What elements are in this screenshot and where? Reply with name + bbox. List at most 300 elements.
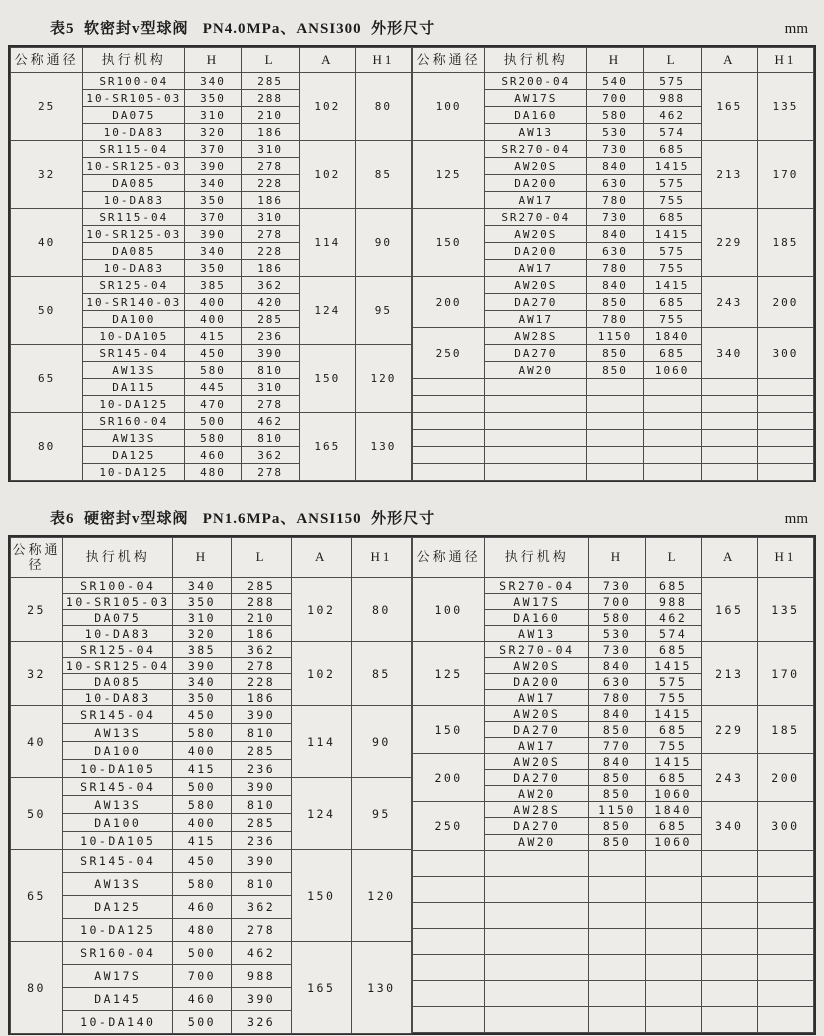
- h-cell: 460: [173, 988, 231, 1011]
- table6-right-half: [412, 537, 814, 1033]
- actuator-cell: AW13S: [63, 796, 173, 814]
- h-cell: 310: [173, 610, 231, 626]
- h1-cell: 85: [355, 141, 411, 209]
- col-header-h: H: [173, 538, 231, 578]
- table5-title: 表5 软密封v型球阀 PN4.0MPa、ANSI300 外形尺寸: [50, 21, 436, 37]
- l-cell: 310: [241, 209, 299, 226]
- dn-cell: 65: [11, 850, 63, 942]
- h1-cell: 120: [351, 850, 411, 942]
- empty-cell: [587, 379, 643, 396]
- actuator-cell: 10-DA83: [63, 690, 173, 706]
- actuator-cell: 10-DA125: [63, 919, 173, 942]
- h1-cell: 80: [351, 578, 411, 642]
- actuator-cell: SR125-04: [63, 642, 173, 658]
- l-cell: 1415: [643, 277, 701, 294]
- h-cell: 780: [587, 311, 643, 328]
- h1-cell: 120: [355, 345, 411, 413]
- header-row: [11, 538, 412, 578]
- empty-row: [413, 430, 814, 447]
- h1-cell: 80: [355, 73, 411, 141]
- h1-cell: 135: [757, 578, 813, 642]
- dn-cell: 25: [11, 578, 63, 642]
- h-cell: 340: [185, 73, 241, 90]
- empty-cell: [589, 850, 645, 876]
- h-cell: 400: [173, 742, 231, 760]
- h-cell: 780: [587, 192, 643, 209]
- l-cell: 685: [645, 818, 701, 834]
- l-cell: 228: [231, 674, 291, 690]
- empty-cell: [757, 850, 813, 876]
- actuator-cell: AW17S: [63, 965, 173, 988]
- h-cell: 390: [173, 658, 231, 674]
- h1-cell: 185: [757, 706, 813, 754]
- l-cell: 362: [231, 642, 291, 658]
- h-cell: 340: [173, 578, 231, 594]
- h-cell: 1150: [587, 328, 643, 345]
- dimensions-table-6-right: [412, 537, 814, 1033]
- h-cell: 580: [587, 107, 643, 124]
- l-cell: 1415: [645, 754, 701, 770]
- actuator-cell: DA100: [83, 311, 185, 328]
- l-cell: 310: [241, 379, 299, 396]
- col-header-dn: 公称通径: [413, 48, 485, 73]
- actuator-cell: DA145: [63, 988, 173, 1011]
- h1-cell: 130: [351, 942, 411, 1034]
- h-cell: 840: [587, 158, 643, 175]
- actuator-cell: SR145-04: [63, 706, 173, 724]
- empty-cell: [757, 413, 813, 430]
- h-cell: 580: [589, 610, 645, 626]
- table-row: [11, 345, 412, 362]
- h1-cell: 200: [757, 754, 813, 802]
- col-header-h: H: [587, 48, 643, 73]
- empty-row: [413, 876, 814, 902]
- actuator-cell: AW28S: [485, 802, 589, 818]
- empty-row: [413, 902, 814, 928]
- actuator-cell: SR115-04: [83, 141, 185, 158]
- l-cell: 278: [231, 919, 291, 942]
- l-cell: 278: [241, 158, 299, 175]
- empty-cell: [589, 1006, 645, 1032]
- actuator-cell: AW28S: [485, 328, 587, 345]
- empty-cell: [701, 413, 757, 430]
- table5-unit-label: mm: [784, 21, 808, 37]
- col-header-a: A: [299, 48, 355, 73]
- a-cell: 213: [701, 141, 757, 209]
- l-cell: 1840: [643, 328, 701, 345]
- actuator-cell: AW17: [485, 738, 589, 754]
- empty-cell: [645, 850, 701, 876]
- h1-cell: 170: [757, 642, 813, 706]
- dimensions-table-5-left: [10, 47, 412, 481]
- h-cell: 770: [589, 738, 645, 754]
- empty-cell: [757, 464, 813, 481]
- empty-cell: [701, 396, 757, 413]
- table-row: [413, 73, 814, 90]
- a-cell: 102: [291, 578, 351, 642]
- col-header-a: A: [701, 538, 757, 578]
- empty-cell: [701, 928, 757, 954]
- empty-row: [413, 413, 814, 430]
- actuator-cell: 10-DA83: [83, 124, 185, 141]
- col-header-h1: H1: [351, 538, 411, 578]
- table5: [8, 45, 816, 482]
- h-cell: 500: [173, 1011, 231, 1034]
- a-cell: 229: [701, 209, 757, 277]
- dn-cell: 200: [413, 754, 485, 802]
- h-cell: 310: [185, 107, 241, 124]
- h-cell: 850: [589, 834, 645, 850]
- actuator-cell: AW17: [485, 690, 589, 706]
- actuator-cell: DA125: [83, 447, 185, 464]
- actuator-cell: AW20: [485, 362, 587, 379]
- l-cell: 186: [241, 260, 299, 277]
- actuator-cell: 10-DA105: [83, 328, 185, 345]
- empty-cell: [413, 902, 485, 928]
- h-cell: 630: [587, 175, 643, 192]
- empty-cell: [589, 876, 645, 902]
- col-header-h: H: [185, 48, 241, 73]
- actuator-cell: 10-SR125-03: [83, 158, 185, 175]
- col-header-actuator: 执行机构: [485, 48, 587, 73]
- dn-cell: 250: [413, 328, 485, 379]
- actuator-cell: DA270: [485, 722, 589, 738]
- h-cell: 390: [185, 226, 241, 243]
- h-cell: 540: [587, 73, 643, 90]
- actuator-cell: DA270: [485, 294, 587, 311]
- actuator-cell: DA160: [485, 107, 587, 124]
- l-cell: 362: [231, 896, 291, 919]
- l-cell: 186: [231, 626, 291, 642]
- dn-cell: 50: [11, 277, 83, 345]
- l-cell: 575: [643, 73, 701, 90]
- l-cell: 575: [645, 674, 701, 690]
- actuator-cell: SR270-04: [485, 209, 587, 226]
- l-cell: 685: [645, 722, 701, 738]
- l-cell: 755: [645, 690, 701, 706]
- table-row: [413, 802, 814, 818]
- l-cell: 186: [241, 124, 299, 141]
- l-cell: 420: [241, 294, 299, 311]
- h-cell: 700: [173, 965, 231, 988]
- l-cell: 575: [643, 175, 701, 192]
- a-cell: 102: [291, 642, 351, 706]
- l-cell: 390: [231, 706, 291, 724]
- actuator-cell: AW20S: [485, 754, 589, 770]
- actuator-cell: DA100: [63, 814, 173, 832]
- l-cell: 810: [241, 362, 299, 379]
- h-cell: 340: [185, 175, 241, 192]
- dn-cell: 150: [413, 706, 485, 754]
- h-cell: 730: [587, 209, 643, 226]
- empty-cell: [485, 850, 589, 876]
- l-cell: 278: [231, 658, 291, 674]
- h1-cell: 200: [757, 277, 813, 328]
- h1-cell: 95: [351, 778, 411, 850]
- actuator-cell: AW13S: [63, 873, 173, 896]
- table6-title-row: [10, 502, 814, 528]
- empty-cell: [643, 430, 701, 447]
- actuator-cell: DA085: [83, 175, 185, 192]
- l-cell: 285: [231, 742, 291, 760]
- empty-cell: [587, 396, 643, 413]
- empty-row: [413, 850, 814, 876]
- l-cell: 685: [643, 209, 701, 226]
- col-header-l: L: [231, 538, 291, 578]
- actuator-cell: 10-DA83: [63, 626, 173, 642]
- empty-cell: [757, 379, 813, 396]
- empty-cell: [413, 464, 485, 481]
- empty-cell: [643, 379, 701, 396]
- empty-cell: [485, 876, 589, 902]
- table-row: [11, 850, 412, 873]
- empty-cell: [485, 413, 587, 430]
- l-cell: 236: [231, 832, 291, 850]
- empty-cell: [643, 464, 701, 481]
- empty-cell: [485, 379, 587, 396]
- actuator-cell: SR270-04: [485, 642, 589, 658]
- empty-cell: [701, 850, 757, 876]
- a-cell: 243: [701, 754, 757, 802]
- l-cell: 228: [241, 175, 299, 192]
- l-cell: 236: [241, 328, 299, 345]
- l-cell: 685: [645, 578, 701, 594]
- l-cell: 236: [231, 760, 291, 778]
- dn-cell: 32: [11, 141, 83, 209]
- empty-cell: [413, 447, 485, 464]
- empty-cell: [485, 464, 587, 481]
- h-cell: 350: [185, 192, 241, 209]
- l-cell: 390: [231, 850, 291, 873]
- actuator-cell: SR145-04: [63, 778, 173, 796]
- table-row: [413, 642, 814, 658]
- a-cell: 229: [701, 706, 757, 754]
- actuator-cell: AW20: [485, 834, 589, 850]
- empty-cell: [485, 954, 589, 980]
- h-cell: 850: [587, 294, 643, 311]
- actuator-cell: SR200-04: [485, 73, 587, 90]
- l-cell: 462: [643, 107, 701, 124]
- a-cell: 213: [701, 642, 757, 706]
- col-header-dn: 公称通径: [413, 538, 485, 578]
- table-row: [11, 706, 412, 724]
- h-cell: 450: [173, 706, 231, 724]
- l-cell: 1060: [643, 362, 701, 379]
- col-header-h: H: [589, 538, 645, 578]
- empty-cell: [413, 954, 485, 980]
- table6-left-half: [10, 537, 412, 1033]
- l-cell: 462: [231, 942, 291, 965]
- empty-cell: [413, 1006, 485, 1032]
- l-cell: 810: [241, 430, 299, 447]
- actuator-cell: DA115: [83, 379, 185, 396]
- dn-cell: 125: [413, 642, 485, 706]
- actuator-cell: AW13S: [83, 362, 185, 379]
- table-row: [11, 778, 412, 796]
- actuator-cell: SR125-04: [83, 277, 185, 294]
- col-header-l: L: [643, 48, 701, 73]
- actuator-cell: AW17S: [485, 90, 587, 107]
- dn-cell: 40: [11, 706, 63, 778]
- actuator-cell: AW13S: [83, 430, 185, 447]
- h-cell: 400: [185, 294, 241, 311]
- h-cell: 850: [589, 786, 645, 802]
- h-cell: 850: [587, 362, 643, 379]
- actuator-cell: AW20S: [485, 158, 587, 175]
- h-cell: 530: [587, 124, 643, 141]
- l-cell: 1415: [643, 226, 701, 243]
- table-row: [413, 706, 814, 722]
- l-cell: 755: [643, 192, 701, 209]
- empty-cell: [589, 954, 645, 980]
- col-header-h1: H1: [757, 48, 813, 73]
- empty-cell: [645, 928, 701, 954]
- l-cell: 755: [643, 260, 701, 277]
- h-cell: 460: [185, 447, 241, 464]
- h-cell: 730: [587, 141, 643, 158]
- h-cell: 500: [173, 778, 231, 796]
- actuator-cell: 10-DA83: [83, 260, 185, 277]
- header-row: [413, 538, 814, 578]
- dn-cell: 50: [11, 778, 63, 850]
- h-cell: 415: [173, 832, 231, 850]
- empty-cell: [589, 902, 645, 928]
- h-cell: 630: [589, 674, 645, 690]
- empty-cell: [757, 928, 813, 954]
- actuator-cell: AW17: [485, 311, 587, 328]
- table-row: [413, 578, 814, 594]
- dn-cell: 250: [413, 802, 485, 850]
- a-cell: 165: [701, 73, 757, 141]
- actuator-cell: AW13: [485, 124, 587, 141]
- h-cell: 350: [185, 260, 241, 277]
- empty-cell: [701, 379, 757, 396]
- l-cell: 210: [241, 107, 299, 124]
- l-cell: 326: [231, 1011, 291, 1034]
- actuator-cell: 10-SR125-03: [83, 226, 185, 243]
- empty-cell: [701, 980, 757, 1006]
- col-header-actuator: 执行机构: [63, 538, 173, 578]
- actuator-cell: AW13S: [63, 724, 173, 742]
- h-cell: 350: [173, 594, 231, 610]
- l-cell: 462: [645, 610, 701, 626]
- h1-cell: 90: [355, 209, 411, 277]
- empty-cell: [757, 1006, 813, 1032]
- h-cell: 840: [589, 658, 645, 674]
- empty-row: [413, 1006, 814, 1032]
- h-cell: 445: [185, 379, 241, 396]
- empty-cell: [485, 447, 587, 464]
- h-cell: 840: [587, 226, 643, 243]
- table-row: [11, 578, 412, 594]
- empty-cell: [643, 396, 701, 413]
- empty-cell: [587, 413, 643, 430]
- table6: [8, 535, 816, 1035]
- table-row: [413, 141, 814, 158]
- empty-cell: [413, 379, 485, 396]
- l-cell: 288: [241, 90, 299, 107]
- h-cell: 415: [173, 760, 231, 778]
- actuator-cell: SR160-04: [83, 413, 185, 430]
- table-row: [11, 209, 412, 226]
- empty-cell: [643, 447, 701, 464]
- a-cell: 340: [701, 328, 757, 379]
- a-cell: 124: [291, 778, 351, 850]
- h-cell: 350: [185, 90, 241, 107]
- empty-cell: [701, 447, 757, 464]
- empty-cell: [485, 1006, 589, 1032]
- empty-cell: [701, 902, 757, 928]
- empty-cell: [645, 876, 701, 902]
- empty-row: [413, 396, 814, 413]
- empty-cell: [643, 413, 701, 430]
- empty-cell: [757, 902, 813, 928]
- h-cell: 340: [173, 674, 231, 690]
- actuator-cell: DA200: [485, 674, 589, 690]
- actuator-cell: 10-DA125: [83, 396, 185, 413]
- dn-cell: 25: [11, 73, 83, 141]
- empty-cell: [587, 464, 643, 481]
- l-cell: 362: [241, 277, 299, 294]
- h-cell: 850: [587, 345, 643, 362]
- h-cell: 730: [589, 642, 645, 658]
- h-cell: 350: [173, 690, 231, 706]
- h-cell: 700: [587, 90, 643, 107]
- table6-unit-label: mm: [784, 511, 808, 527]
- h1-cell: 95: [355, 277, 411, 345]
- h1-cell: 135: [757, 73, 813, 141]
- l-cell: 755: [643, 311, 701, 328]
- h-cell: 630: [587, 243, 643, 260]
- col-header-actuator: 执行机构: [485, 538, 589, 578]
- table6-section: [8, 502, 816, 1035]
- actuator-cell: SR115-04: [83, 209, 185, 226]
- dn-cell: 150: [413, 209, 485, 277]
- col-header-actuator: 执行机构: [83, 48, 185, 73]
- empty-row: [413, 928, 814, 954]
- empty-cell: [587, 430, 643, 447]
- actuator-cell: 10-SR105-03: [63, 594, 173, 610]
- actuator-cell: 10-DA125: [83, 464, 185, 481]
- actuator-cell: SR145-04: [83, 345, 185, 362]
- dn-cell: 125: [413, 141, 485, 209]
- table-row: [11, 413, 412, 430]
- a-cell: 165: [299, 413, 355, 481]
- l-cell: 310: [241, 141, 299, 158]
- l-cell: 285: [241, 73, 299, 90]
- empty-cell: [589, 928, 645, 954]
- empty-cell: [413, 876, 485, 902]
- l-cell: 362: [241, 447, 299, 464]
- a-cell: 102: [299, 73, 355, 141]
- empty-cell: [413, 413, 485, 430]
- empty-cell: [413, 430, 485, 447]
- l-cell: 988: [231, 965, 291, 988]
- actuator-cell: AW13: [485, 626, 589, 642]
- actuator-cell: SR160-04: [63, 942, 173, 965]
- dn-cell: 40: [11, 209, 83, 277]
- h-cell: 480: [185, 464, 241, 481]
- table5-section: [8, 12, 816, 482]
- h-cell: 500: [185, 413, 241, 430]
- dn-cell: 80: [11, 942, 63, 1034]
- h-cell: 840: [589, 706, 645, 722]
- empty-cell: [757, 876, 813, 902]
- l-cell: 1415: [645, 706, 701, 722]
- empty-row: [413, 980, 814, 1006]
- dimensions-table-6-left: [10, 537, 412, 1034]
- h1-cell: 185: [757, 209, 813, 277]
